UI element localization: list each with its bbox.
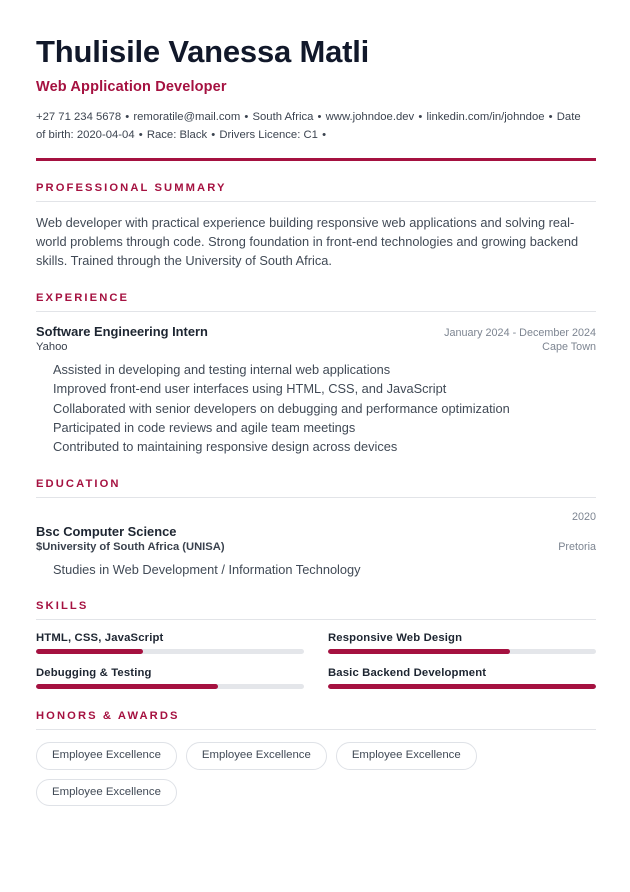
contact-separator: • — [545, 110, 556, 123]
education-detail: Studies in Web Development / Information Technology — [53, 561, 361, 577]
education-entry — [36, 510, 596, 579]
contact-item: www.johndoe.dev — [325, 110, 415, 123]
contact-item: linkedin.com/in/johndoe — [426, 110, 545, 123]
experience-bullet: Contributed to maintaining responsive design across devices — [53, 439, 398, 455]
skills-grid — [36, 632, 596, 689]
section-divider-awards — [36, 729, 596, 730]
experience-location: Cape Town — [542, 341, 596, 354]
section-experience — [36, 292, 596, 457]
section-professional-summary — [36, 182, 596, 271]
candidate-name: Thulisile Vanessa Matli — [36, 34, 370, 69]
header-divider — [36, 158, 596, 161]
contact-separator: • — [122, 110, 133, 123]
section-divider-experience — [36, 311, 596, 312]
skill-level-fill — [36, 684, 218, 689]
experience-bullet: Assisted in developing and testing internal web applications — [53, 361, 391, 377]
skill-level-fill — [328, 684, 596, 689]
experience-bullet: Collaborated with senior developers on debugging and performance optimization — [53, 400, 510, 416]
candidate-job-title: Web Application Developer — [36, 78, 227, 95]
contact-item: Date of birth: 2020-04-04 — [36, 110, 581, 141]
skill-item — [36, 667, 304, 689]
contact-item: remoratile@mail.com — [133, 110, 241, 123]
skill-level-track — [36, 649, 304, 654]
skill-label: HTML, CSS, JavaScript — [36, 632, 164, 645]
contact-item: South Africa — [252, 110, 314, 123]
skill-item — [328, 667, 596, 689]
summary-text: Web developer with practical experience building responsive web applications and solving real-world problems through code. Strong foundation in front-end technologies and growing backend skills. Trained through the University of South Africa. — [36, 215, 579, 269]
skill-label: Responsive Web Design — [328, 632, 463, 645]
section-education — [36, 478, 596, 579]
contact-item: +27 71 234 5678 — [36, 110, 122, 123]
section-title-skills: SKILLS — [36, 600, 89, 613]
section-title-experience: EXPERIENCE — [36, 292, 130, 305]
contact-separator: • — [241, 110, 252, 123]
section-divider-skills — [36, 619, 596, 620]
contact-separator: • — [415, 110, 426, 123]
award-pill[interactable]: Employee Excellence — [186, 742, 327, 770]
contact-item: Race: Black — [146, 128, 208, 141]
skill-level-track — [36, 684, 304, 689]
experience-bullet: Improved front-end user interfaces using HTML, CSS, and JavaScript — [53, 381, 447, 397]
skill-item — [328, 632, 596, 654]
contact-separator: • — [314, 110, 325, 123]
section-divider-education — [36, 497, 596, 498]
education-degree: Bsc Computer Science — [36, 523, 177, 539]
experience-bullet-list — [36, 360, 596, 457]
contact-separator: • — [135, 128, 146, 141]
education-detail-list — [36, 560, 596, 579]
experience-role: Software Engineering Intern — [36, 324, 208, 340]
section-skills — [36, 600, 596, 689]
skill-level-track — [328, 649, 596, 654]
skill-level-track — [328, 684, 596, 689]
experience-entry — [36, 324, 596, 457]
section-awards — [36, 710, 596, 806]
contact-separator: • — [318, 128, 327, 141]
award-pill[interactable]: Employee Excellence — [336, 742, 477, 770]
experience-bullet: Participated in code reviews and agile team meetings — [53, 420, 356, 436]
education-location: Pretoria — [558, 541, 596, 554]
section-title-education: EDUCATION — [36, 477, 121, 490]
skill-label: Basic Backend Development — [328, 667, 487, 680]
award-pill[interactable]: Employee Excellence — [36, 779, 177, 807]
resume-header — [36, 34, 596, 161]
award-pill[interactable]: Employee Excellence — [36, 742, 177, 770]
contact-separator: • — [208, 128, 219, 141]
skill-label: Debugging & Testing — [36, 667, 152, 680]
section-title-awards: HONORS & AWARDS — [36, 710, 180, 723]
skill-item — [36, 632, 304, 654]
contact-item: Drivers Licence: C1 — [219, 128, 318, 141]
skill-level-fill — [36, 649, 143, 654]
experience-company: Yahoo — [36, 341, 68, 354]
education-year: 2020 — [571, 510, 596, 523]
experience-dates: January 2024 - December 2024 — [444, 327, 596, 340]
education-institution: $University of South Africa (UNISA) — [36, 541, 225, 554]
section-divider-summary — [36, 201, 596, 202]
section-title-summary: PROFESSIONAL SUMMARY — [36, 182, 227, 195]
skill-level-fill — [328, 649, 510, 654]
contact-info-line — [36, 108, 592, 145]
awards-pill-list — [36, 742, 596, 806]
